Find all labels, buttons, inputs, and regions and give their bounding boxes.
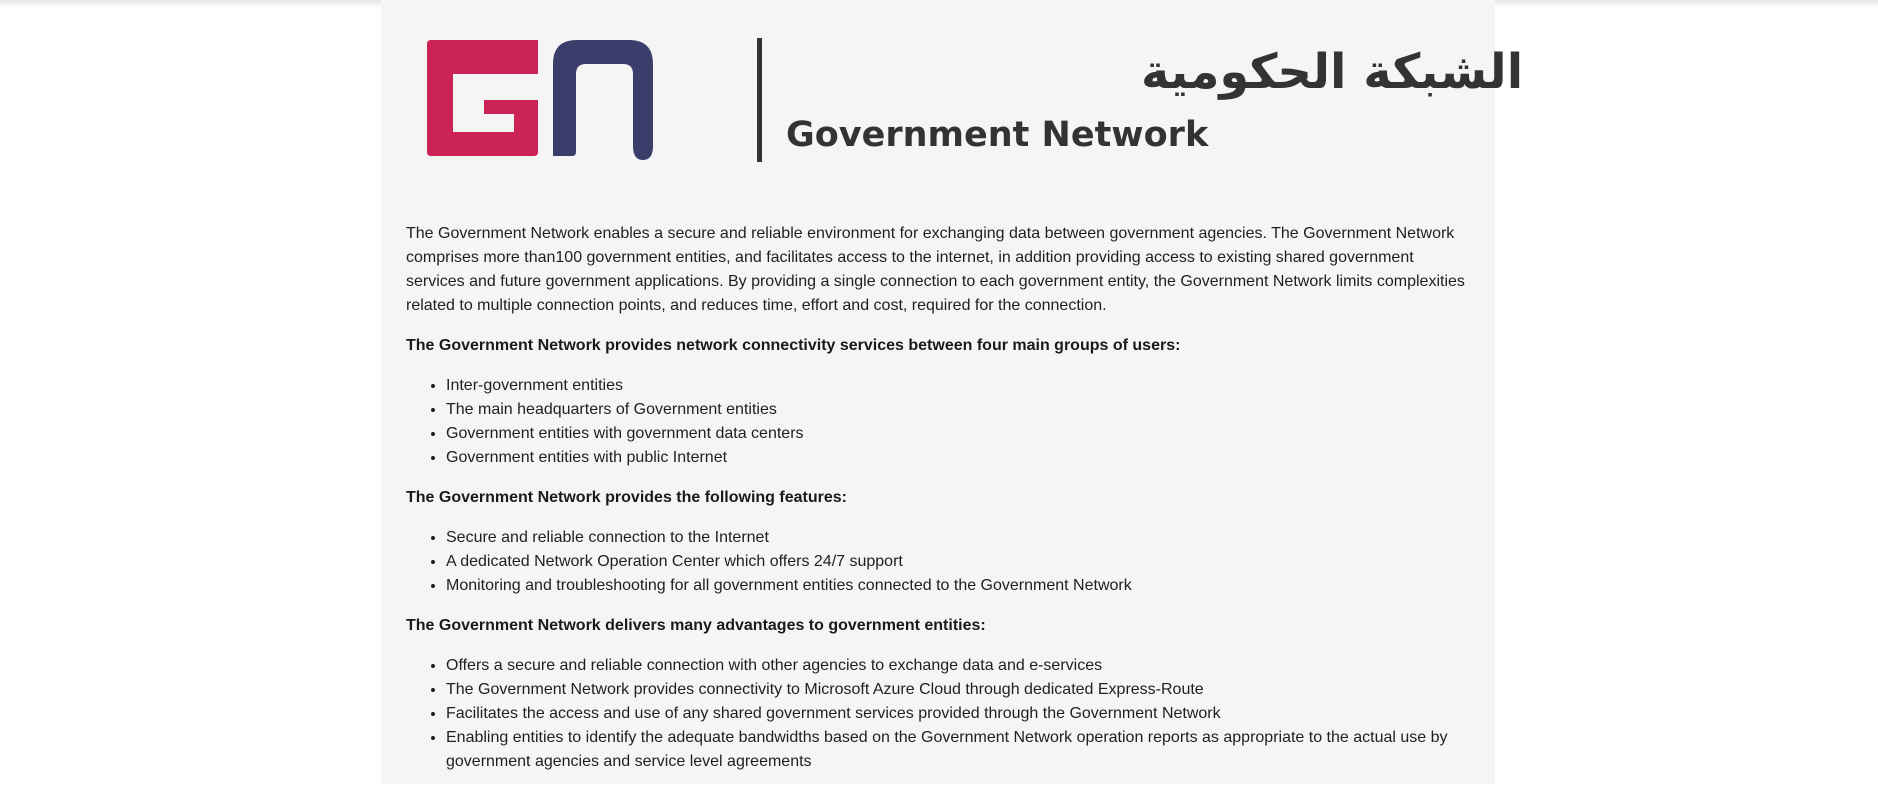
logo-divider: [757, 38, 762, 162]
list-item: • Secure and reliable connection to the Internet: [446, 526, 1466, 550]
list-item: • Government entities with government data centers: [446, 422, 1466, 446]
logo-n-shape: [553, 40, 653, 160]
list-item: • Monitoring and troubleshooting for all government entities connected to the Government Network: [446, 574, 1466, 598]
list-item: • Enabling entities to identify the adequate bandwidths based on the Government Network operation reports as appropriate to the actual use by government agencies and service level agreements: [446, 726, 1466, 774]
article-body: [406, 222, 1466, 790]
gn-logo-mark: [421, 34, 1524, 164]
logo-english-name: Government Network: [786, 115, 1209, 155]
intro-paragraph: The Government Network enables a secure and reliable environment for exchanging data between government agencies. The Government Network comprises more than100 government entities, and facilitates access to the internet, in addition providing access to existing shared government services and future government applications. By providing a single connection to each government entity, the Government Network limits complexities related to multiple connection points, and reduces time, effort and cost, required for the connection.: [406, 225, 1465, 314]
user-groups-list: [406, 374, 1466, 470]
content-panel: [381, 0, 1524, 784]
government-network-logo: [421, 34, 1524, 164]
section-heading-advantages: The Government Network delivers many advantages to government entities:: [406, 617, 986, 634]
list-item: • The Government Network provides connectivity to Microsoft Azure Cloud through dedicated Express-Route: [446, 678, 1466, 702]
section-heading-user-groups: The Government Network provides network connectivity services between four main groups of users:: [406, 337, 1181, 354]
section-heading-features: The Government Network provides the following features:: [406, 489, 847, 506]
list-item: • A dedicated Network Operation Center which offers 24/7 support: [446, 550, 1466, 574]
list-item: • The main headquarters of Government entities: [446, 398, 1466, 422]
advantages-list: [406, 654, 1466, 774]
list-item: • Government entities with public Internet: [446, 446, 1466, 470]
list-item: • Offers a secure and reliable connection with other agencies to exchange data and e-services: [446, 654, 1466, 678]
list-item: • Facilitates the access and use of any shared government services provided through the Government Network: [446, 702, 1466, 726]
logo-g-shape: [427, 40, 538, 156]
logo-arabic-name: الشبكة الحكومية: [1141, 44, 1524, 100]
list-item: • Inter-government entities: [446, 374, 1466, 398]
features-list: [406, 526, 1466, 598]
